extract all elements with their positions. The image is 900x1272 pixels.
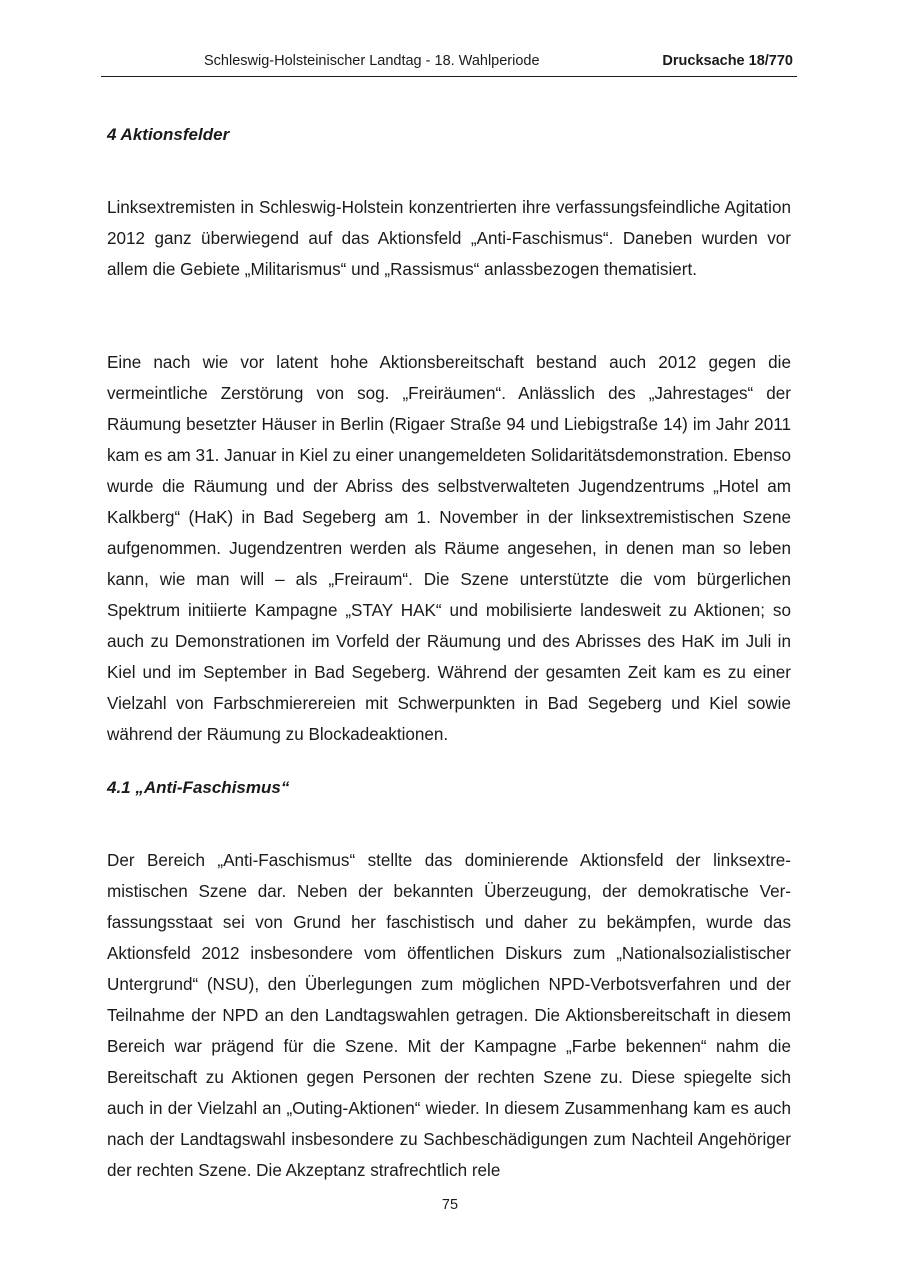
paragraph: Eine nach wie vor latent hohe Aktionsbereitschaft bestand auch 2012 gegen die vermeintliche Zerstörung von sog. „Freiräumen“. Anlässlich des „Jahrestages“ der Räumung besetzter Häuser in Berlin (Rigaer Straße 94 und Liebigstraße 14) im Jahr 2011 kam es am 31. Januar in Kiel zu einer unangemeldeten Solidaritätsdemonstration. Ebenso wurde die Räumung und der Abriss des selbstverwalteten Jugendzentrums „Hotel am Kalkberg“ (HaK) in Bad Segeberg am 1. November in der linksextremistischen Szene aufgenommen. Jugendzentren werden als Räume angesehen, in denen man so leben kann, wie man will – als „Freiraum“. Die Szene unterstützte die vom bürgerlichen Spektrum initiierte Kampagne „STAY HAK“ und mobilisierte landesweit zu Aktionen; so auch zu Demonstrationen im Vorfeld der Räumung und des Abrisses des HaK im Juli in Kiel und im September in Bad Segeberg. Während der gesamten Zeit kam es zu einer Vielzahl von Farbschmierereien mit Schwerpunkten in Bad Segeberg und Kiel sowie während der Räumung zu Blockadeaktionen. [107,353,791,744]
header-document-number: Drucksache 18/770 [662,53,793,69]
page-header [101,50,797,77]
section-heading-anti-faschismus: 4.1 „Anti-Faschismus“ [107,778,290,797]
paragraph: Der Bereich „Anti-Faschismus“ stellte das dominierende Aktionsfeld der linksextremistischen Szene dar. Neben der bekannten Überzeugung, der demokratische Verfassungsstaat sei von Grund her faschistisch und daher zu bekämpfen, wurde das Aktionsfeld 2012 insbesondere vom öffentlichen Diskurs zum „Nationalsozialistischer Untergrund“ (NSU), den Überlegungen zum möglichen NPD-Verbotsverfahren und der Teilnahme der NPD an den Landtagswahlen getragen. Die Aktionsbereitschaft in diesem Bereich war prägend für die Szene. Mit der Kampagne „Farbe bekennen“ nahm die Bereitschaft zu Aktionen gegen Personen der rechten Szene zu. Diese spiegelte sich auch in der Vielzahl an „Outing-Aktionen“ wieder. In diesem Zusammenhang kam es auch nach der Landtagswahl insbesondere zu Sachbeschädigungen zum Nachteil Angehöriger der rechten Szene. Die Akzeptanz strafrechtlich rele [107,851,791,1180]
page-number: 75 [441,1197,459,1213]
section-heading-aktionsfelder: 4 Aktionsfelder [107,125,230,144]
header-title: Schleswig-Holsteinischer Landtag - 18. Wahlperiode [204,53,540,69]
paragraph: Linksextremisten in Schleswig-Holstein konzentrierten ihre verfassungsfeindliche Agitation 2012 ganz überwiegend auf das Aktionsfeld „Anti-Faschismus“. Daneben wurden vor allem die Gebiete „Militarismus“ und „Rassismus“ anlassbezogen thematisiert. [107,198,791,279]
